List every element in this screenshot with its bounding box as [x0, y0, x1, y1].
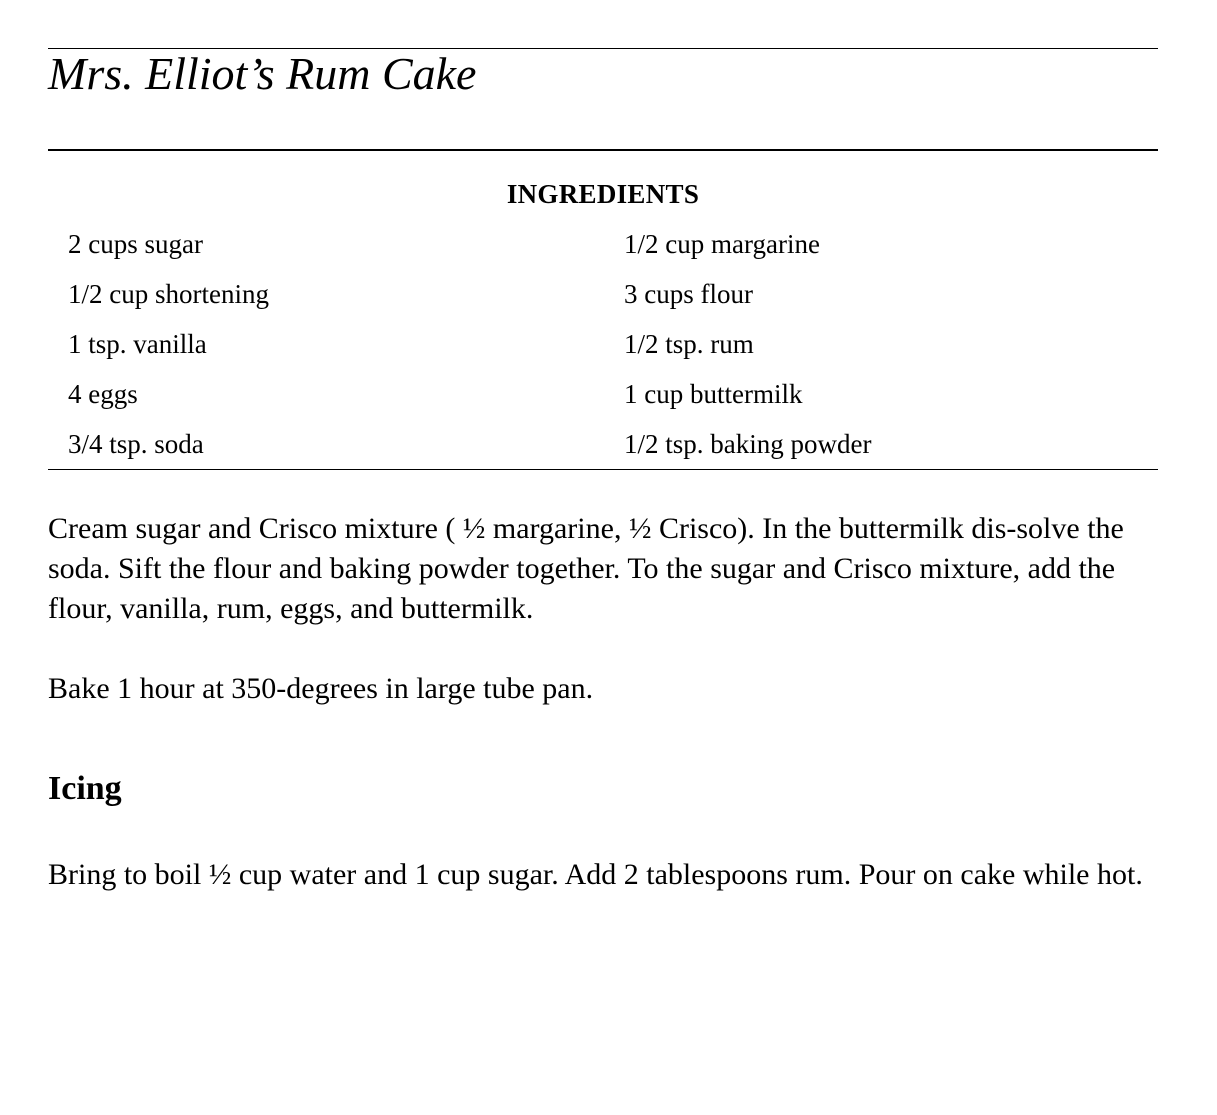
ingredient-item: 1 cup buttermilk — [624, 379, 803, 409]
recipe-title: Mrs. Elliot’s Rum Cake — [48, 48, 477, 99]
ingredient-row — [48, 326, 1158, 376]
ingredients-heading: INGREDIENTS — [506, 179, 700, 209]
ingredient-item: 1/2 tsp. baking powder — [624, 429, 872, 459]
ingredient-item: 3 cups flour — [624, 279, 753, 309]
ingredients-bottom-rule — [48, 469, 1158, 470]
bake-instructions: Bake 1 hour at 350-degrees in large tube pan. — [48, 672, 594, 705]
ingredient-item: 1/2 cup margarine — [624, 229, 820, 259]
ingredient-row — [48, 376, 1158, 426]
ingredients-list — [48, 226, 1158, 476]
ingredient-row — [48, 276, 1158, 326]
ingredient-row — [48, 226, 1158, 276]
ingredient-item: 1/2 cup shortening — [68, 279, 269, 309]
header-rule — [48, 149, 1158, 151]
ingredient-item: 1/2 tsp. rum — [624, 329, 754, 359]
ingredient-item: 4 eggs — [68, 379, 138, 409]
ingredient-item: 2 cups sugar — [68, 229, 203, 259]
icing-heading: Icing — [48, 770, 122, 807]
directions-paragraph: Cream sugar and Crisco mixture ( ½ margarine, ½ Crisco). In the buttermilk dis-solve the soda. Sift the flour and baking powder together. To the sugar and Crisco mixture, add the flour, vanilla, rum, eggs, and buttermilk. — [48, 512, 1124, 625]
ingredient-item: 3/4 tsp. soda — [68, 429, 204, 459]
icing-instructions: Bring to boil ½ cup water and 1 cup sugar. Add 2 tablespoons rum. Pour on cake while hot. — [48, 858, 1143, 891]
ingredient-item: 1 tsp. vanilla — [68, 329, 207, 359]
